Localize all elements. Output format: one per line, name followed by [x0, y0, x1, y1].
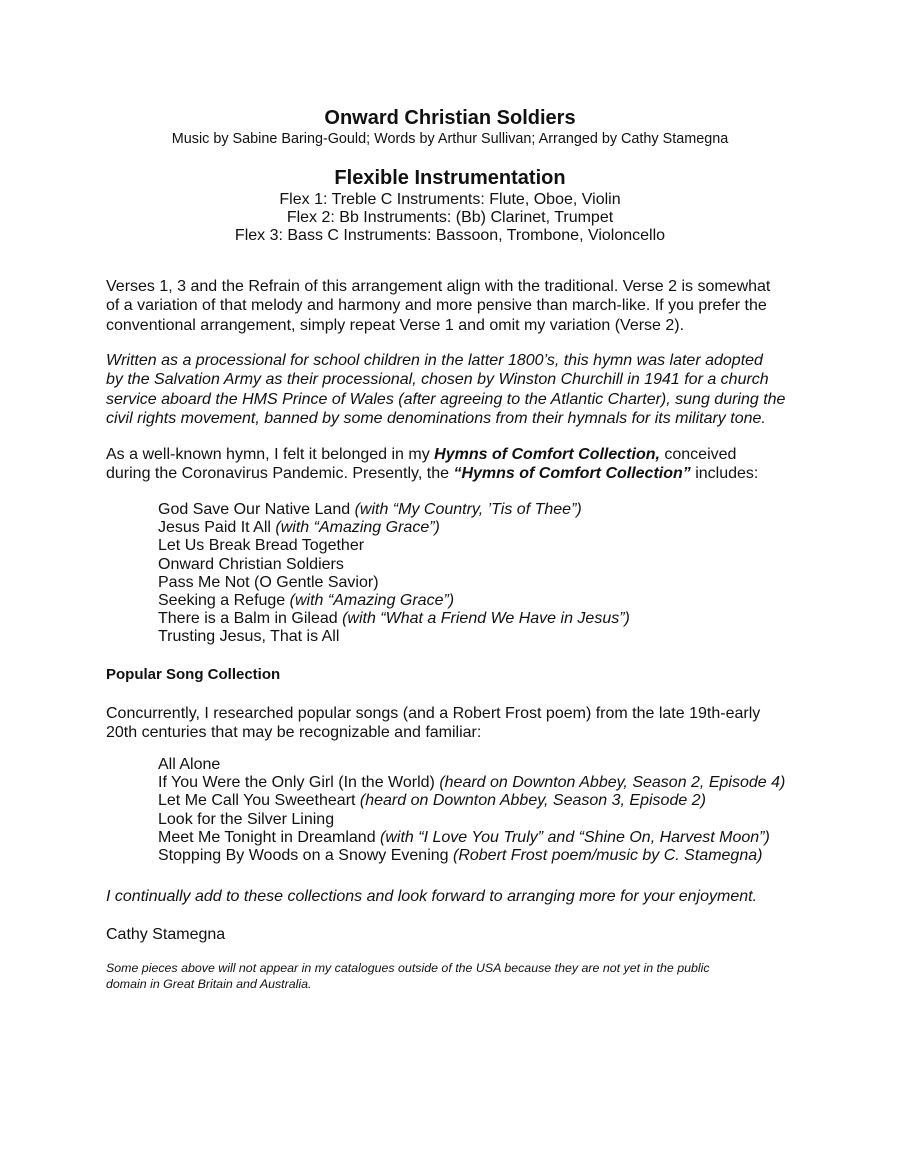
- text-run: As a well-known hymn, I felt it belonged in my: [106, 446, 435, 463]
- hymns-list: [158, 501, 818, 647]
- arrangement-paragraph: [106, 277, 806, 335]
- item-title: Stopping By Woods on a Snowy Evening: [158, 847, 453, 865]
- list-item: [158, 792, 818, 810]
- paragraph-line: Concurrently, I researched popular songs (and a Robert Frost poem) from the late 19th-early: [106, 705, 761, 722]
- paragraph-line: conventional arrangement, simply repeat Verse 1 and omit my variation (Verse 2).: [106, 316, 685, 334]
- item-title: All Alone: [158, 756, 221, 773]
- list-item: [158, 501, 818, 519]
- item-title: Onward Christian Soldiers: [158, 555, 344, 573]
- collection-name: “Hymns of Comfort Collection”: [453, 465, 691, 483]
- instrumentation-heading: Flexible Instrumentation: [334, 167, 566, 189]
- item-note: (with “Amazing Grace”): [275, 519, 440, 537]
- songs-list: [158, 756, 818, 865]
- closing-statement: I continually add to these collections and look forward to arranging more for your enjoyment.: [106, 888, 758, 905]
- item-title: Let Me Call You Sweetheart: [158, 792, 360, 810]
- item-note: (with “I Love You Truly” and “Shine On, Harvest Moon”): [380, 828, 770, 846]
- history-paragraph: [106, 351, 806, 428]
- list-item: [158, 556, 818, 574]
- list-item: [158, 811, 818, 829]
- collection-paragraph: [106, 445, 806, 484]
- list-item: [158, 829, 818, 847]
- list-item: [158, 847, 818, 865]
- footnote-line: domain in Great Britain and Australia.: [106, 977, 312, 991]
- item-title: There is a Balm in Gilead: [158, 610, 343, 628]
- list-item: [158, 592, 818, 610]
- text-run: during the Coronavirus Pandemic. Presently, the: [106, 465, 454, 483]
- item-note: (with “My Country, ’Tis of Thee”): [354, 501, 582, 518]
- paragraph-line: civil rights movement, banned by some denominations from their hymnals for its military tone.: [106, 409, 766, 427]
- list-item: [158, 574, 818, 592]
- page-title: Onward Christian Soldiers: [324, 107, 576, 129]
- list-item: [158, 756, 818, 774]
- item-title: Trusting Jesus, That is All: [158, 628, 340, 646]
- paragraph-line: Written as a processional for school children in the latter 1800’s, this hymn was later adopted: [106, 352, 763, 369]
- paragraph-line: by the Salvation Army as their processional, chosen by Winston Churchill in 1941 for a church: [106, 371, 769, 389]
- text-run: conceived: [659, 446, 737, 463]
- list-item: [158, 628, 818, 646]
- item-note: (heard on Downton Abbey, Season 3, Episode 2): [359, 792, 706, 810]
- paragraph-line: 20th centuries that may be recognizable and familiar:: [106, 724, 482, 742]
- item-note: (with “Amazing Grace”): [289, 592, 455, 610]
- footnote: [106, 960, 796, 992]
- flex-2-line: Flex 2: Bb Instruments: (Bb) Clarinet, Trumpet: [286, 209, 614, 226]
- flex-3-line: Flex 3: Bass C Instruments: Bassoon, Trombone, Violoncello: [234, 227, 666, 244]
- signature: Cathy Stamegna: [106, 926, 226, 943]
- paragraph-line: Verses 1, 3 and the Refrain of this arrangement align with the traditional. Verse 2 is somewhat: [106, 278, 771, 295]
- item-title: God Save Our Native Land: [158, 501, 355, 518]
- item-title: Jesus Paid It All: [158, 519, 276, 537]
- list-item: [158, 610, 818, 628]
- list-item: [158, 519, 818, 537]
- item-note: (with “What a Friend We Have in Jesus”): [342, 610, 630, 628]
- paragraph-line: of a variation of that melody and harmony and more pensive than march-like. If you prefer the: [106, 297, 767, 315]
- item-title: If You Were the Only Girl (In the World): [158, 774, 440, 792]
- item-title: Let Us Break Bread Together: [158, 537, 365, 555]
- item-note: (heard on Downton Abbey, Season 2, Episode 4): [439, 774, 786, 792]
- popular-intro: [106, 704, 806, 743]
- item-note: (Robert Frost poem/music by C. Stamegna): [453, 847, 763, 865]
- collection-name: Hymns of Comfort Collection,: [434, 446, 660, 463]
- credits-line: Music by Sabine Baring-Gould; Words by Arthur Sullivan; Arranged by Cathy Stamegna: [171, 131, 729, 147]
- item-title: Meet Me Tonight in Dreamland: [158, 828, 381, 846]
- item-title: Seeking a Refuge: [158, 592, 290, 610]
- list-item: [158, 774, 818, 792]
- list-item: [158, 537, 818, 555]
- popular-heading: Popular Song Collection: [106, 666, 281, 683]
- item-title: Look for the Silver Lining: [158, 810, 335, 828]
- text-run: includes:: [690, 465, 759, 483]
- footnote-line: Some pieces above will not appear in my catalogues outside of the USA because they are not yet in the public: [106, 961, 710, 975]
- paragraph-line: service aboard the HMS Prince of Wales (after agreeing to the Atlantic Charter), sung during the: [106, 390, 786, 408]
- flex-1-line: Flex 1: Treble C Instruments: Flute, Oboe, Violin: [279, 191, 621, 208]
- paragraph-line: [106, 464, 806, 483]
- paragraph-line: [106, 445, 806, 464]
- item-title: Pass Me Not (O Gentle Savior): [158, 573, 379, 591]
